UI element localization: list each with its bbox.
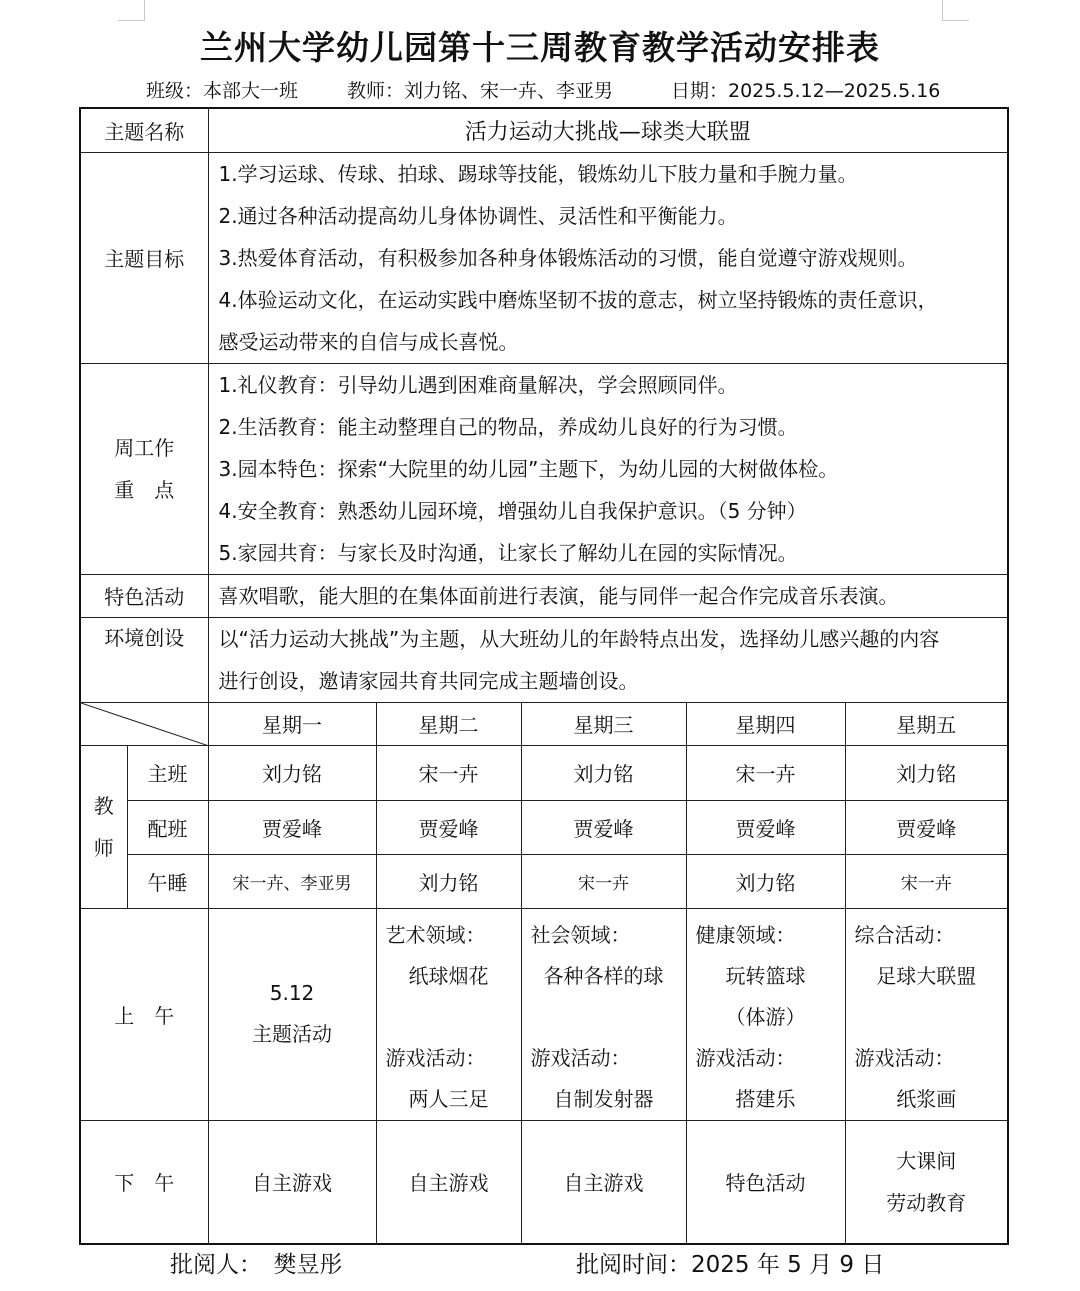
- day-thursday: 星期四: [686, 702, 845, 745]
- morning-game: 自制发射器: [553, 1086, 654, 1111]
- teacher-group-label-char1: 教: [93, 793, 114, 818]
- morning-domain: 综合活动：: [854, 922, 955, 947]
- day-tuesday: 星期二: [376, 702, 521, 745]
- teacher-row-main: [80, 745, 1008, 800]
- assist-teacher-fri: 贾爱峰: [845, 800, 1008, 854]
- morning-game-label: 游戏活动：: [530, 1045, 631, 1070]
- focus-line: 1.礼仪教育：引导幼儿遇到困难商量解决，学会照顾同伴。: [218, 372, 738, 397]
- diagonal-header-cell: [80, 702, 208, 745]
- afternoon-fri-line1: 大课间: [896, 1148, 957, 1173]
- environment-line: 以“活力运动大挑战”为主题，从大班幼儿的年龄特点出发，选择幼儿感兴趣的内容: [218, 626, 940, 651]
- morning-mon-activity: 主题活动: [252, 1022, 332, 1046]
- main-teacher-tue: 宋一卉: [376, 745, 521, 800]
- afternoon-label: 下 午: [80, 1120, 208, 1244]
- weekly-focus-label: [80, 363, 208, 574]
- environment-line: 进行创设，邀请家园共育共同完成主题墙创设。: [218, 668, 639, 693]
- morning-domain: 艺术领域：: [385, 922, 486, 947]
- goal-line: 4.体验运动文化，在运动实践中磨炼坚韧不拔的意志，树立坚持锻炼的责任意识，: [218, 287, 938, 312]
- assist-teacher-wed: 贾爱峰: [521, 800, 686, 854]
- teacher-group-label: [80, 745, 127, 908]
- day-monday: 星期一: [208, 702, 376, 745]
- morning-domain: 社会领域：: [530, 922, 631, 947]
- afternoon-wed: 自主游戏: [521, 1120, 686, 1244]
- date-info: 日期：2025.5.12—2025.5.16: [671, 80, 941, 102]
- nap-teacher-wed: 宋一卉: [521, 854, 686, 908]
- goals-label: 主题目标: [80, 152, 208, 363]
- morning-game: 纸浆画: [896, 1086, 957, 1111]
- focus-line: 4.安全教育：熟悉幼儿园环境，增强幼儿自我保护意识。（5 分钟）: [218, 498, 807, 523]
- nap-teacher-fri: 宋一卉: [845, 854, 1008, 908]
- weekly-focus-label-line1: 周工作: [114, 435, 175, 460]
- page-title: 兰州大学幼儿园第十三周教育教学活动安排表: [200, 28, 880, 67]
- goals-row: [80, 152, 1008, 363]
- morning-game-label: 游戏活动：: [695, 1045, 796, 1070]
- assist-teacher-tue: 贾爱峰: [376, 800, 521, 854]
- morning-game: 搭建乐: [735, 1086, 796, 1111]
- feature-value: [208, 574, 1008, 617]
- morning-tue: [376, 908, 521, 1120]
- environment-content: [208, 617, 1008, 702]
- teacher-group-label-char2: 师: [93, 835, 114, 860]
- theme-row: [80, 108, 1008, 152]
- assist-teacher-thu: 贾爱峰: [686, 800, 845, 854]
- morning-mon-date: 5.12: [269, 981, 315, 1005]
- reviewer: 批阅人： 樊昱彤: [170, 1252, 343, 1278]
- goal-line: 2.通过各种活动提高幼儿身体协调性、灵活性和平衡能力。: [218, 203, 738, 228]
- goals-content: [208, 152, 1008, 363]
- weekday-header-row: [80, 702, 1008, 745]
- environment-label: 环境创设: [80, 617, 208, 702]
- afternoon-mon: 自主游戏: [208, 1120, 376, 1244]
- morning-game-label: 游戏活动：: [385, 1045, 486, 1070]
- morning-mon: [208, 908, 376, 1120]
- nap-teacher-label: 午睡: [127, 854, 208, 908]
- morning-domain: 健康领域：: [695, 922, 796, 947]
- day-wednesday: 星期三: [521, 702, 686, 745]
- afternoon-thu: 特色活动: [686, 1120, 845, 1244]
- review-time: 批阅时间：2025 年 5 月 9 日: [576, 1252, 885, 1278]
- main-teacher-fri: 刘力铭: [845, 745, 1008, 800]
- teacher-info: 教师：刘力铭、宋一卉、李亚男: [347, 80, 614, 102]
- theme-value: 活力运动大挑战—球类大联盟: [208, 108, 1008, 152]
- theme-label: 主题名称: [80, 108, 208, 152]
- teacher-row-nap: [80, 854, 1008, 908]
- goal-line: 感受运动带来的自信与成长喜悦。: [218, 329, 519, 354]
- morning-label: 上 午: [80, 908, 208, 1120]
- afternoon-fri-line2: 劳动教育: [886, 1190, 967, 1215]
- focus-line: 5.家园共育：与家长及时沟通，让家长了解幼儿在园的实际情况。: [218, 540, 798, 565]
- focus-line: 3.园本特色：探索“大院里的幼儿园”主题下，为幼儿园的大树做体检。: [218, 456, 839, 481]
- class-info: 班级：本部大一班: [146, 80, 299, 102]
- morning-activity: 各种各样的球: [543, 963, 664, 988]
- afternoon-fri: [845, 1120, 1008, 1244]
- assist-teacher-mon: 贾爱峰: [208, 800, 376, 854]
- feature-label: 特色活动: [80, 574, 208, 617]
- goal-line: 1.学习运球、传球、拍球、踢球等技能，锻炼幼儿下肢力量和手腕力量。: [218, 161, 858, 186]
- morning-activity: 玩转篮球: [725, 963, 806, 988]
- schedule-table: [79, 107, 1009, 1245]
- morning-activity: 纸球烟花: [408, 963, 489, 988]
- subtitle-line: [0, 76, 1080, 104]
- main-teacher-thu: 宋一卉: [686, 745, 845, 800]
- morning-row: [80, 908, 1008, 1120]
- main-teacher-wed: 刘力铭: [521, 745, 686, 800]
- weekly-focus-row: [80, 363, 1008, 574]
- assist-teacher-label: 配班: [127, 800, 208, 854]
- crop-mark-top-right: [942, 0, 969, 21]
- environment-row: [80, 617, 1008, 702]
- morning-game: 两人三足: [408, 1086, 489, 1111]
- focus-line: 2.生活教育：能主动整理自己的物品，养成幼儿良好的行为习惯。: [218, 414, 798, 439]
- nap-teacher-thu: 刘力铭: [686, 854, 845, 908]
- nap-teacher-mon: 宋一卉、李亚男: [208, 854, 376, 908]
- morning-thu: [686, 908, 845, 1120]
- weekly-focus-label-line2: 重 点: [114, 477, 175, 502]
- main-teacher-mon: 刘力铭: [208, 745, 376, 800]
- goal-line: 3.热爱体育活动，有积极参加各种身体锻炼活动的习惯，能自觉遵守游戏规则。: [218, 245, 918, 270]
- nap-teacher-tue: 刘力铭: [376, 854, 521, 908]
- morning-fri: [845, 908, 1008, 1120]
- crop-mark-top-left: [118, 0, 145, 21]
- morning-activity: 足球大联盟: [876, 963, 977, 988]
- morning-activity-note: （体游）: [725, 1004, 806, 1029]
- diagonal-line: [81, 703, 209, 746]
- morning-wed: [521, 908, 686, 1120]
- main-teacher-label: 主班: [127, 745, 208, 800]
- teacher-row-assist: [80, 800, 1008, 854]
- morning-game-label: 游戏活动：: [854, 1045, 955, 1070]
- feature-line: 喜欢唱歌，能大胆的在集体面前进行表演，能与同伴一起合作完成音乐表演。: [218, 583, 899, 608]
- day-friday: 星期五: [845, 702, 1008, 745]
- weekly-focus-content: [208, 363, 1008, 574]
- afternoon-row: [80, 1120, 1008, 1244]
- afternoon-tue: 自主游戏: [376, 1120, 521, 1244]
- feature-row: [80, 574, 1008, 617]
